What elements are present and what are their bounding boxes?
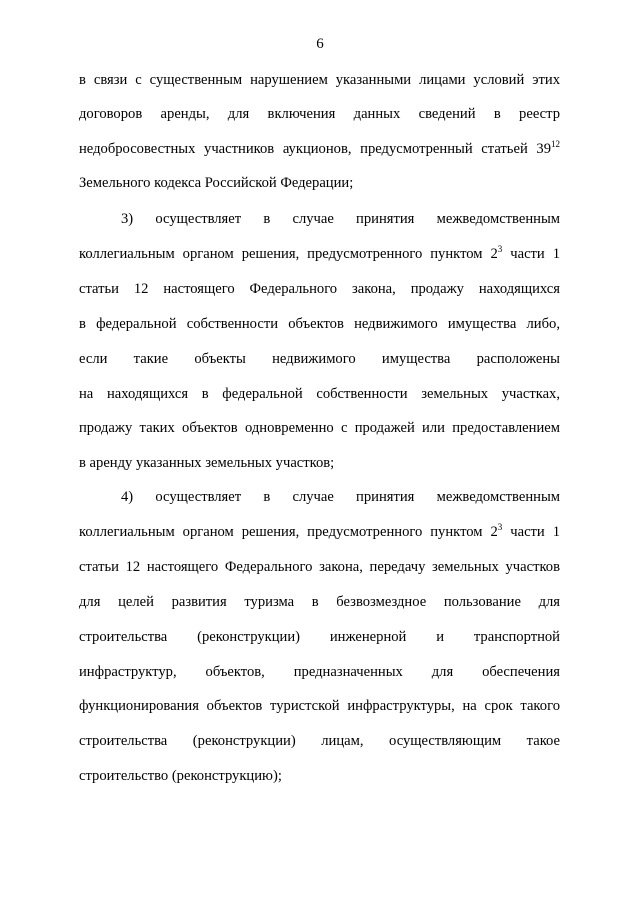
text-line: коллегиальным органом решения, предусмотренного пунктом $2^3$ части 1 xyxy=(79,522,560,540)
text-line: в федеральной собственности объектов недвижимого имущества либо, xyxy=(79,316,560,332)
text-line: на находящихся в федеральной собственности земельных участках, xyxy=(79,386,560,402)
text-line: Земельного кодекса Российской Федерации; xyxy=(79,175,354,191)
text-line: 4) осуществляет в случае принятия межведомственным xyxy=(121,489,560,505)
text-line: в связи с существенным нарушением указанными лицами условий этих xyxy=(79,72,560,88)
text-line: строительства (реконструкции) лицам, осуществляющим такое xyxy=(79,733,560,749)
text-line: если такие объекты недвижимого имущества расположены xyxy=(79,351,560,367)
text-line: 3) осуществляет в случае принятия межведомственным xyxy=(121,211,560,227)
text-line: инфраструктур, объектов, предназначенных для обеспечения xyxy=(79,664,560,680)
text-line: для целей развития туризма в безвозмездное пользование для xyxy=(79,594,560,610)
text-line: статьи 12 настоящего Федерального закона, передачу земельных участков xyxy=(79,559,560,575)
text-line: договоров аренды, для включения данных сведений в реестр xyxy=(79,106,560,122)
text-line: строительство (реконструкцию); xyxy=(79,768,282,784)
text-line: продажу таких объектов одновременно с продажей или предоставлением xyxy=(79,420,560,436)
page-number: 6 xyxy=(316,36,324,52)
text-line: в аренду указанных земельных участков; xyxy=(79,455,335,471)
text-line: функционирования объектов туристской инфраструктуры, на срок такого xyxy=(79,698,560,714)
text-line: строительства (реконструкции) инженерной и транспортной xyxy=(79,629,560,645)
text-line: статьи 12 настоящего Федерального закона, продажу находящихся xyxy=(79,281,560,297)
text-line: недобросовестных участников аукционов, предусмотренный статьей $39^{12}$ xyxy=(79,139,560,157)
text-line: коллегиальным органом решения, предусмотренного пунктом $2^3$ части 1 xyxy=(79,244,560,262)
